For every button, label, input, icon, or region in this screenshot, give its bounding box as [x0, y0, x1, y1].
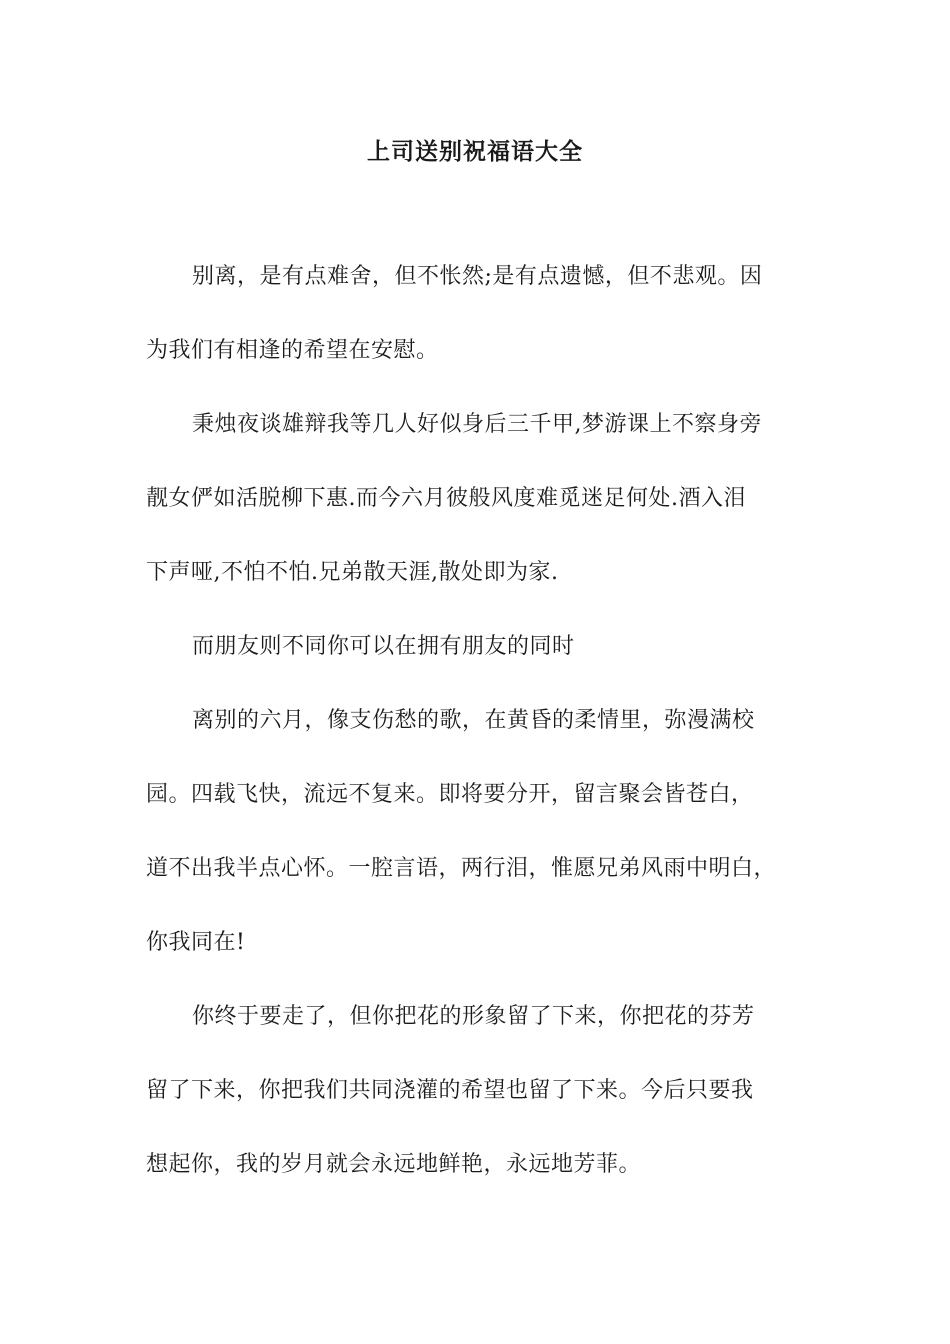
paragraph-line: 离别的六月，像支伤愁的歌，在黄昏的柔情里，弥漫满校 [192, 708, 755, 733]
paragraph-line: 园。四载飞快，流远不复来。即将要分开，留言聚会皆苍白， [146, 782, 754, 807]
paragraph-line: 为我们有相逢的希望在安慰。 [146, 338, 439, 363]
paragraph-line: 秉烛夜谈雄辩我等几人好似身后三千甲,梦游课上不察身旁 [192, 412, 762, 437]
paragraph-line: 而朋友则不同你可以在拥有朋友的同时 [192, 634, 575, 659]
document-title: 上司送别祝福语大全 [367, 139, 583, 165]
paragraph-line: 想起你，我的岁月就会永远地鲜艳，永远地芳菲。 [146, 1152, 642, 1177]
paragraph-line: 你终于要走了，但你把花的形象留了下来，你把花的芬芳 [192, 1004, 755, 1029]
paragraph-line: 别离，是有点难舍，但不怅然;是有点遗憾，但不悲观。因 [192, 264, 763, 289]
document-body [146, 258, 826, 1220]
paragraph-line: 留了下来，你把我们共同浇灌的希望也留了下来。今后只要我 [146, 1078, 754, 1103]
paragraph-2 [146, 406, 826, 591]
paragraph-1 [146, 258, 826, 369]
paragraph-line: 下声哑,不怕不怕.兄弟散天涯,散处即为家. [146, 560, 559, 585]
paragraph-line: 道不出我半点心怀。一腔言语，两行泪，惟愿兄弟风雨中明白， [146, 856, 777, 881]
paragraph-line: 靓女俨如活脱柳下惠.而今六月彼般风度难觅迷足何处.酒入泪 [146, 486, 746, 511]
paragraph-5 [146, 998, 826, 1183]
paragraph-line: 你我同在! [146, 930, 246, 955]
paragraph-3 [146, 628, 826, 665]
paragraph-4 [146, 702, 826, 961]
